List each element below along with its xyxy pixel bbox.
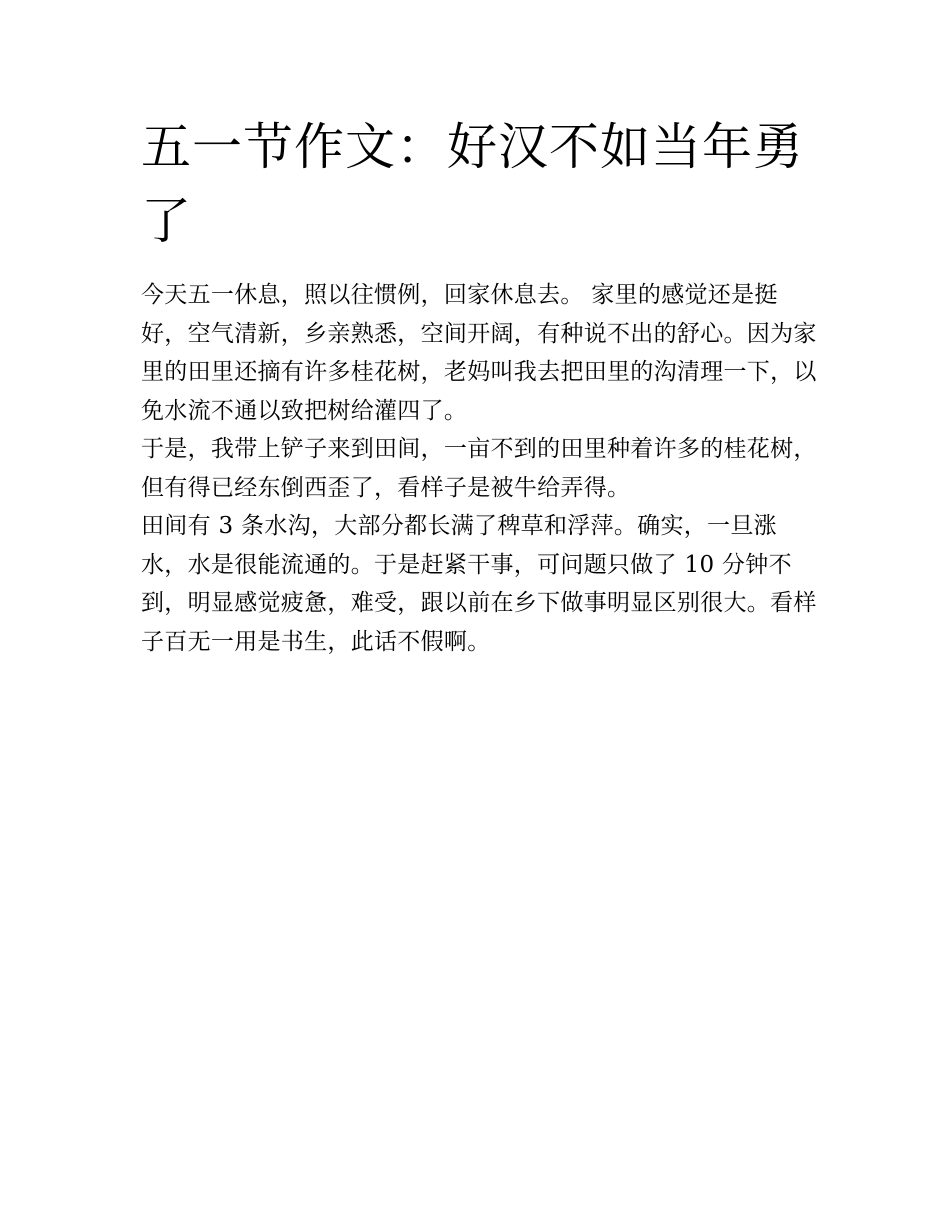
paragraph-3: 田间有 3 条水沟，大部分都长满了稗草和浮萍。确实，一旦涨水，水是很能流通的。于是赶紧干事，可问题只做了 10 分钟不到，明显感觉疲惫，难受，跟以前在乡下做事明显区别很大。看样子百无一用是书生，此话不假啊。 (141, 513, 817, 655)
document-page (141, 110, 821, 661)
document-body (141, 276, 821, 661)
paragraph-1: 今天五一休息，照以往惯例，回家休息去。 家里的感觉还是挺好，空气清新，乡亲熟悉，空间开阔，有种说不出的舒心。因为家里的田里还摘有许多桂花树，老妈叫我去把田里的沟清理一下，以免水流不通以致把树给灌四了。 (141, 282, 817, 424)
document-title: 五一节作文：好汉不如当年勇了 (141, 118, 804, 250)
paragraph-2: 于是，我带上铲子来到田间，一亩不到的田里种着许多的桂花树，但有得已经东倒西歪了，看样子是被牛给弄得。 (141, 436, 817, 501)
